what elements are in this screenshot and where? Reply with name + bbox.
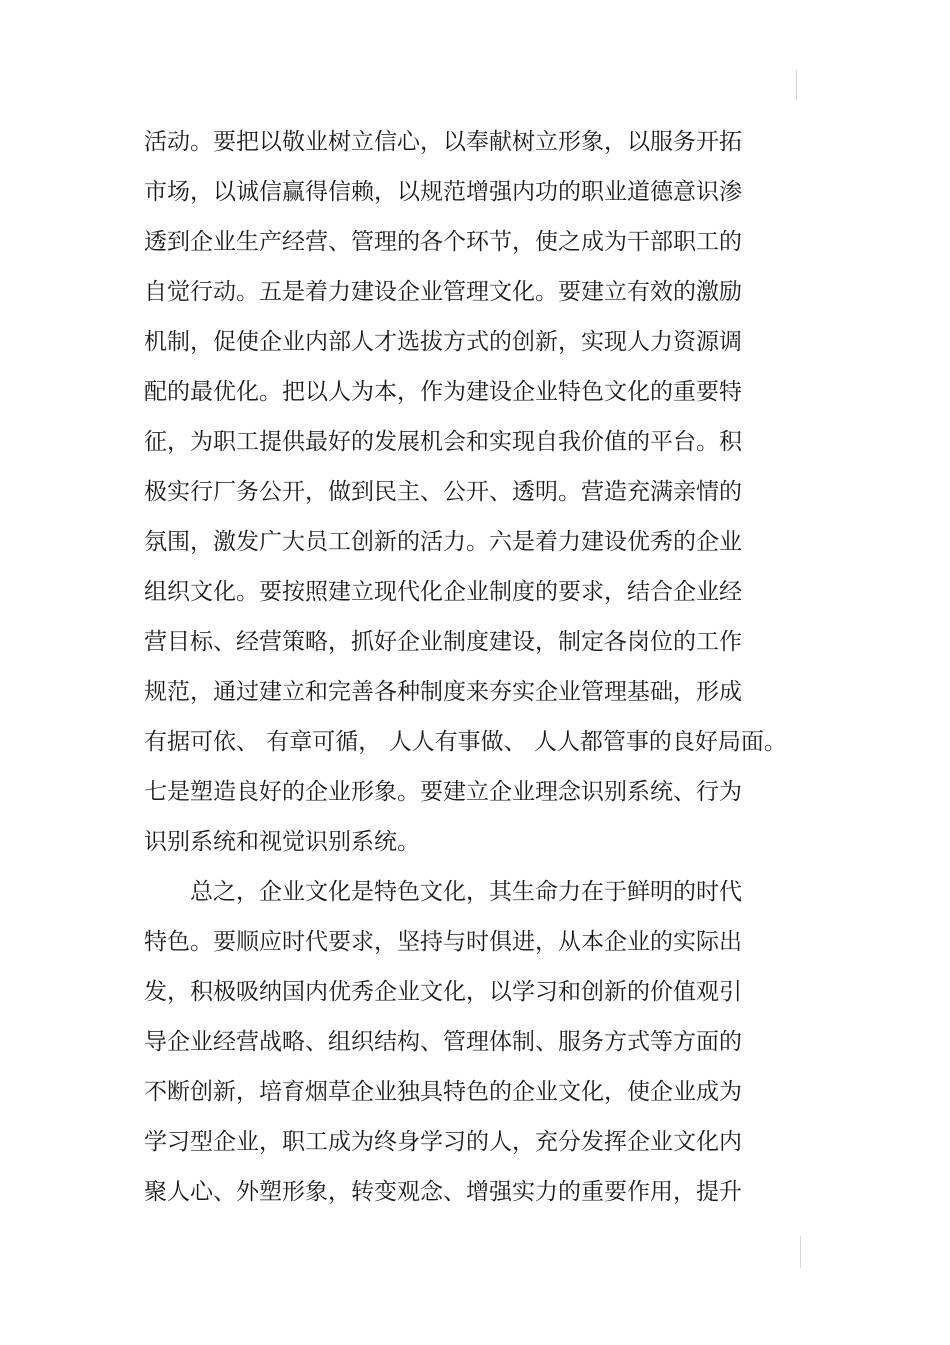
text-line: 聚人心、外塑形象，转变观念、增强实力的重要作用，提升 xyxy=(144,1179,742,1205)
text-line: 特色。要顺应时代要求，坚持与时俱进，从本企业的实际出 xyxy=(144,929,742,955)
text-line: 活动。要把以敬业树立信心，以奉献树立形象，以服务开拓 xyxy=(144,129,742,155)
text-line: 导企业经营战略、组织结构、管理体制、服务方式等方面的 xyxy=(144,1029,742,1055)
text-line: 市场，以诚信赢得信赖，以规范增强内功的职业道德意识渗 xyxy=(144,179,742,205)
text-line: 识别系统和视觉识别系统。 xyxy=(144,829,420,855)
text-line: 营目标、经营策略，抓好企业制度建设，制定各岗位的工作 xyxy=(144,629,742,655)
text-line: 配的最优化。把以人为本，作为建设企业特色文化的重要特 xyxy=(144,379,742,405)
text-line: 发，积极吸纳国内优秀企业文化，以学习和创新的价值观引 xyxy=(144,979,742,1005)
text-line: 七是塑造良好的企业形象。要建立企业理念识别系统、行为 xyxy=(144,779,742,805)
text-line: 学习型企业，职工成为终身学习的人，充分发挥企业文化内 xyxy=(144,1129,742,1155)
text-line: 自觉行动。五是着力建设企业管理文化。要建立有效的激励 xyxy=(144,279,742,305)
text-line: 透到企业生产经营、管理的各个环节，使之成为干部职工的 xyxy=(144,229,742,255)
text-line: 氛围，激发广大员工创新的活力。六是着力建设优秀的企业 xyxy=(144,529,742,555)
text-line: 极实行厂务公开，做到民主、公开、透明。营造充满亲情的 xyxy=(144,479,742,505)
text-line: 组织文化。要按照建立现代化企业制度的要求，结合企业经 xyxy=(144,579,742,605)
text-line: 征，为职工提供最好的发展机会和实现自我价值的平台。积 xyxy=(144,429,742,455)
text-line: 机制，促使企业内部人才选拔方式的创新，实现人力资源调 xyxy=(144,329,742,355)
bottom-right-margin-mark xyxy=(800,1236,801,1268)
text-line: 规范，通过建立和完善各种制度来夯实企业管理基础，形成 xyxy=(144,679,742,705)
top-right-margin-mark xyxy=(796,70,797,100)
text-line: 不断创新，培育烟草企业独具特色的企业文化，使企业成为 xyxy=(144,1079,742,1105)
text-line: 总之，企业文化是特色文化，其生命力在于鲜明的时代 xyxy=(144,879,742,905)
text-line: 有据可依、 有章可循， 人人有事做、 人人都管事的良好局面。 xyxy=(144,729,787,755)
